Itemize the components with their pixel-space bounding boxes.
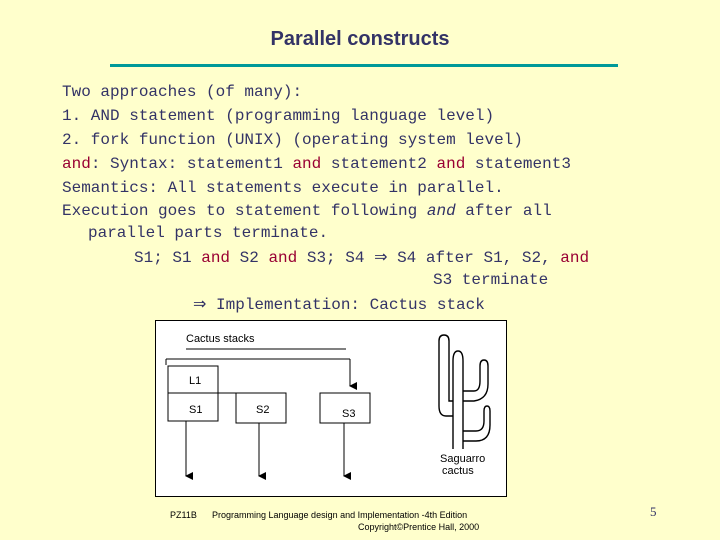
text-line-2: 1. AND statement (programming language level) — [62, 107, 495, 125]
figure-caption: Cactus stacks — [186, 333, 255, 345]
cactus-stack-diagram — [156, 321, 506, 496]
l1-label: L1 — [189, 375, 202, 387]
and-keyword: and — [292, 155, 322, 173]
and-emphasis: and — [426, 202, 456, 220]
text-line-10 — [193, 295, 485, 314]
text-line-8 — [134, 248, 589, 267]
footer-book-line-1: Programming Language design and Implementation -4th Edition — [212, 510, 468, 520]
s1-label: S1 — [189, 404, 203, 416]
title-underline — [110, 64, 618, 67]
implies-arrow-icon: ⇒ — [193, 294, 207, 313]
and-keyword: and — [62, 155, 91, 173]
implementation-text: Implementation: Cactus stack — [206, 296, 485, 314]
and-keyword: and — [560, 249, 590, 267]
text-line-7: parallel parts terminate. — [88, 224, 329, 242]
syntax-text-a: : Syntax: statement1 — [90, 155, 293, 173]
text-line-9: S3 terminate — [433, 271, 549, 289]
text-line-1: Two approaches (of many): — [62, 83, 303, 101]
cactus-label-line-1: Saguarro — [440, 453, 486, 465]
saguaro-cactus-icon — [439, 335, 490, 449]
execution-text-a: Execution goes to statement following — [62, 202, 427, 220]
text-line-6 — [62, 202, 552, 220]
page-number: 5 — [650, 504, 657, 519]
footer-book-line-2: Copyright©Prentice Hall, 2000 — [358, 522, 480, 532]
example-text-c: S3; S4 — [297, 249, 375, 267]
implies-arrow-icon: ⇒ — [374, 247, 388, 266]
text-line-3: 2. fork function (UNIX) (operating system level) — [62, 131, 523, 149]
text-line-4 — [62, 155, 571, 173]
cactus-label-line-2: cactus — [442, 465, 474, 477]
syntax-text-c: statement3 — [465, 155, 571, 173]
slide-title: Parallel constructs — [270, 28, 450, 50]
execution-text-b: after all — [455, 202, 552, 220]
s3-label: S3 — [342, 408, 356, 420]
and-keyword: and — [201, 249, 231, 267]
footer-code: PZ11B — [170, 510, 197, 520]
s2-label: S2 — [256, 404, 270, 416]
example-text-a: S1; S1 — [134, 249, 202, 267]
example-text-d: S4 after S1, S2, — [387, 249, 561, 267]
syntax-text-b: statement2 — [321, 155, 437, 173]
and-keyword: and — [436, 155, 466, 173]
example-text-b: S2 — [230, 249, 269, 267]
and-keyword: and — [268, 249, 298, 267]
cactus-stack-figure — [155, 320, 507, 497]
text-line-5: Semantics: All statements execute in parallel. — [62, 179, 504, 197]
